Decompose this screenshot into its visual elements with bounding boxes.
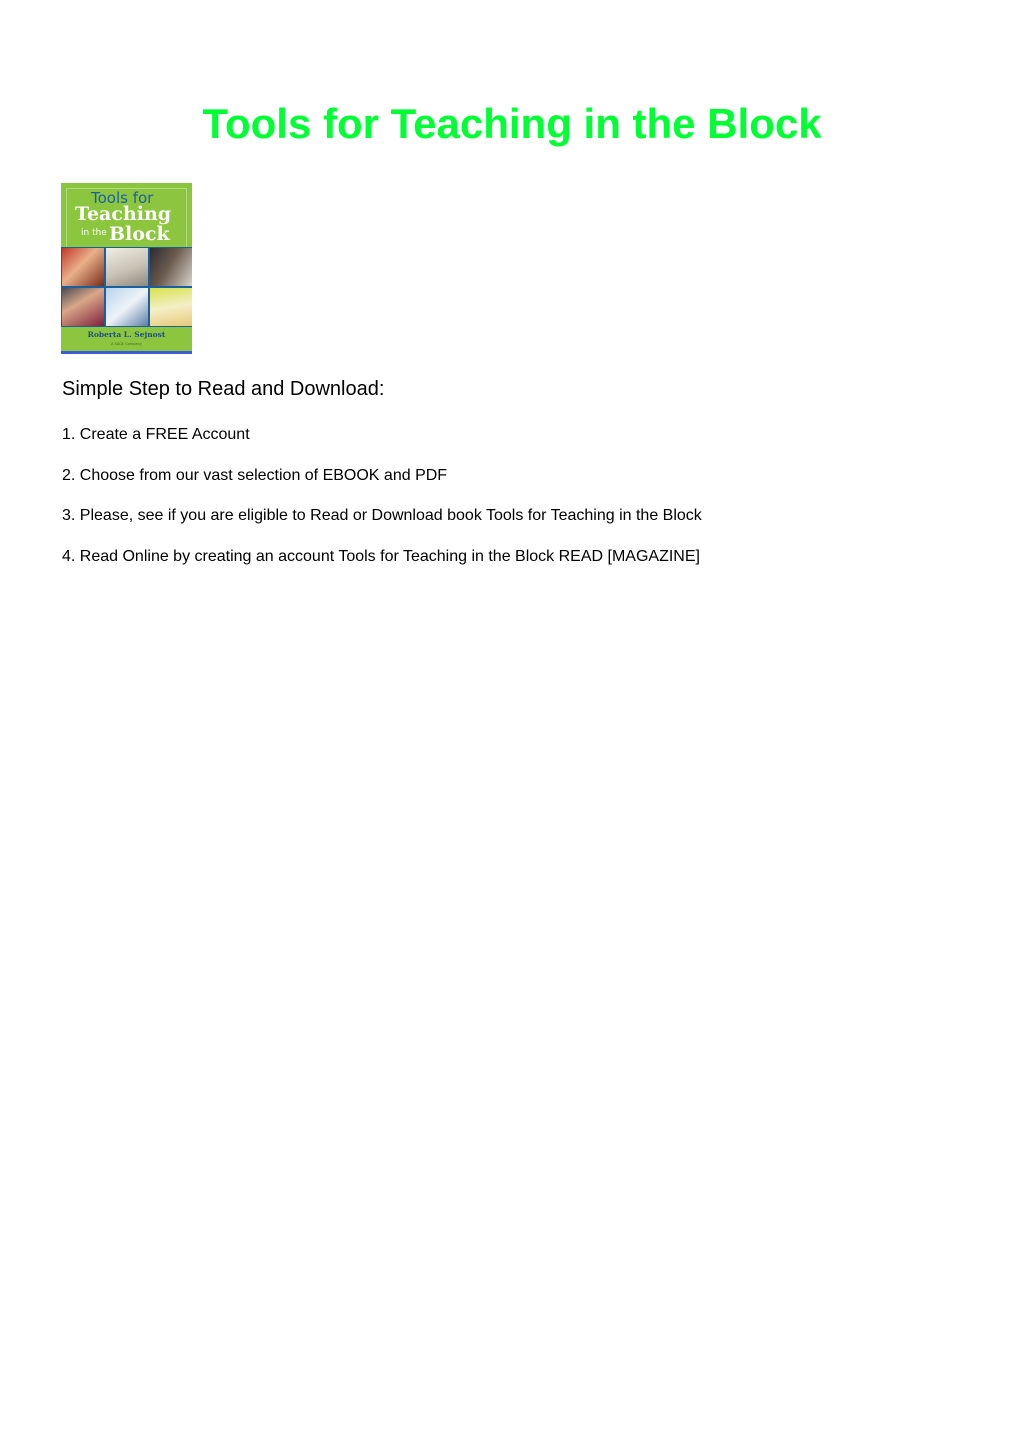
cover-photo-open-book: [150, 288, 192, 326]
steps-list: [62, 425, 702, 587]
steps-heading: Simple Step to Read and Download:: [62, 378, 385, 400]
cover-photo-writing: [106, 248, 148, 286]
book-cover-image: [61, 183, 192, 351]
link-underline: [61, 351, 192, 354]
step-item: 4. Read Online by creating an account Tools for Teaching in the Block READ [MAGAZINE]: [62, 547, 700, 565]
cover-title-line1: Tools for: [91, 189, 154, 207]
cover-photo-students-lab: [62, 248, 104, 286]
cover-title-line2: Teaching: [75, 203, 172, 225]
cover-publisher: A SAGE Company: [111, 342, 142, 346]
cover-photo-computer: [106, 288, 148, 326]
cover-title-line3-small: in the: [81, 228, 107, 238]
cover-photo-grid: [61, 247, 192, 327]
page-title: Tools for Teaching in the Block: [202, 100, 822, 147]
cover-title-line3-large: Block: [109, 223, 170, 245]
step-item: 3. Please, see if you are eligible to Read or Download book Tools for Teaching in the Block: [62, 507, 702, 524]
cover-author: Roberta L. Sejnost: [87, 330, 166, 339]
cover-photo-student-books: [62, 288, 104, 326]
cover-photo-group: [150, 248, 192, 286]
step-item: 2. Choose from our vast selection of EBOOK and PDF: [62, 466, 448, 484]
book-cover-link[interactable]: [61, 183, 192, 354]
step-item: 1. Create a FREE Account: [62, 426, 250, 443]
cover-author-band: [61, 327, 192, 351]
